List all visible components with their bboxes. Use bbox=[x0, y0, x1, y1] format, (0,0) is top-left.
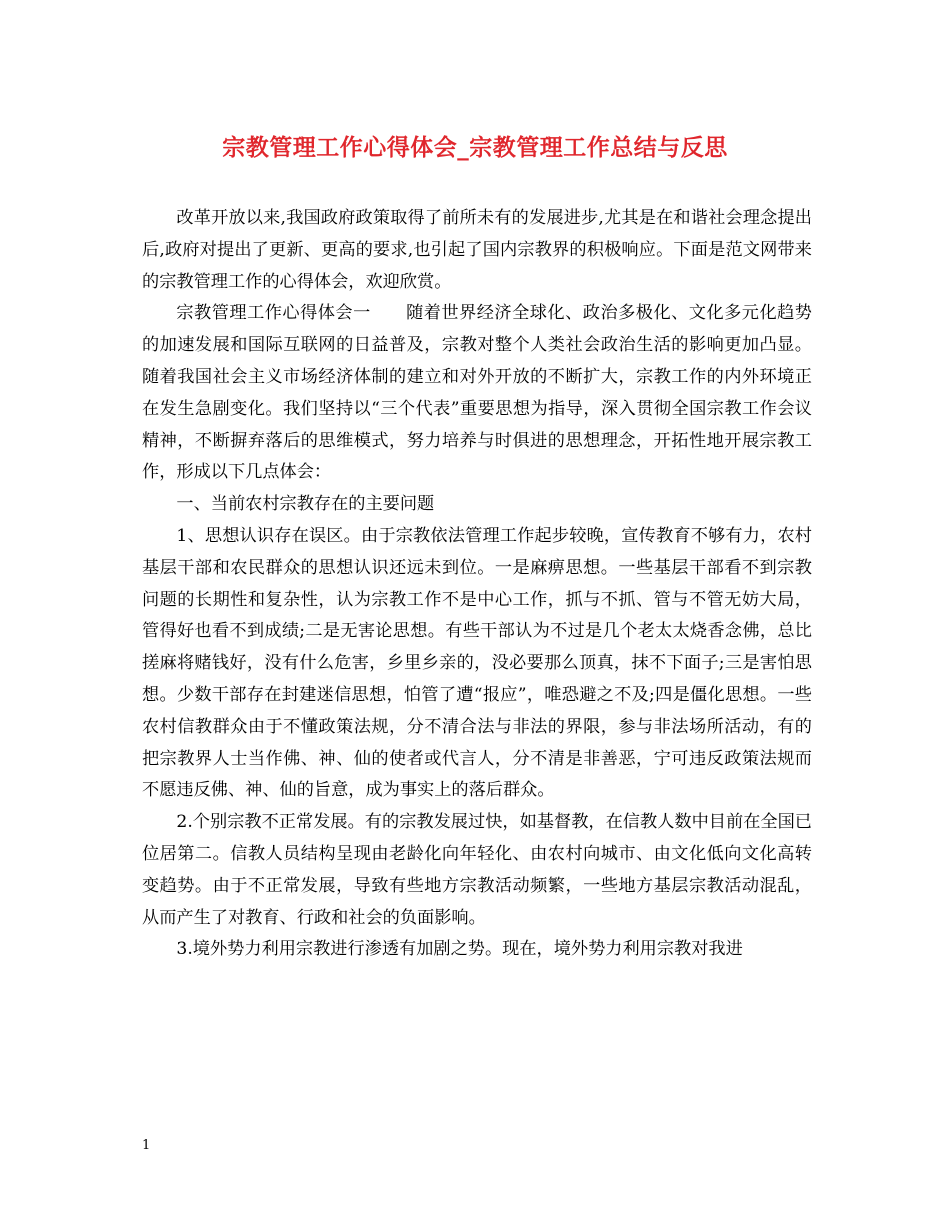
paragraph-item-2: 2.个别宗教不正常发展。有的宗教发展过快，如基督教，在信教人数中目前在全国已位居第二。信教人员结构呈现由老龄化向年轻化、由农村向城市、由文化低向文化高转变趋势。由于不正常发展，导致有些地方宗教活动频繁，一些地方基层宗教活动混乱，从而产生了对教育、行政和社会的负面影响。 bbox=[142, 812, 812, 928]
paragraph-experience-one: 宗教管理工作心得体会一 随着世界经济全球化、政治多极化、文化多元化趋势的加速发展和国际互联网的日益普及，宗教对整个人类社会政治生活的影响更加凸显。随着我国社会主义市场经济体制的建立和对外开放的不断扩大，宗教工作的内外环境正在发生急剧变化。我们坚持以“三个代表”重要思想为指导，深入贯彻全国宗教工作会议精神，不断摒弃落后的思维模式，努力培养与时俱进的思想理念，开拓性地开展宗教工作，形成以下几点体会： bbox=[142, 303, 812, 483]
paragraph-intro: 改革开放以来,我国政府政策取得了前所未有的发展进步,尤其是在和谐社会理念提出后,政府对提出了更新、更高的要求,也引起了国内宗教界的积极响应。下面是范文网带来的宗教管理工作的心得体会，欢迎欣赏。 bbox=[142, 208, 812, 292]
page-number: 1 bbox=[142, 1138, 151, 1153]
section-heading: 一、当前农村宗教存在的主要问题 bbox=[176, 494, 435, 515]
document-body bbox=[142, 203, 812, 966]
paragraph-item-1: 1、思想认识存在误区。由于宗教依法管理工作起步较晚，宣传教育不够有力，农村基层干部和农民群众的思想认识还远未到位。一是麻痹思想。一些基层干部看不到宗教问题的长期性和复杂性，认为宗教工作不是中心工作，抓与不抓、管与不管无妨大局，管得好也看不到成绩;二是无害论思想。有些干部认为不过是几个老太太烧香念佛，总比搓麻将赌钱好，没有什么危害，乡里乡亲的，没必要那么顶真，抹不下面子;三是害怕思想。少数干部存在封建迷信思想，怕管了遭“报应”，唯恐避之不及;四是僵化思想。一些农村信教群众由于不懂政策法规，分不清合法与非法的界限，参与非法场所活动，有的把宗教界人士当作佛、神、仙的使者或代言人，分不清是非善恶，宁可违反政策法规而不愿违反佛、神、仙的旨意，成为事实上的落后群众。 bbox=[142, 525, 812, 801]
document-title: 宗教管理工作心得体会_宗教管理工作总结与反思 bbox=[222, 134, 728, 161]
paragraph-item-3: 3.境外势力利用宗教进行渗透有加剧之势。现在，境外势力利用宗教对我进 bbox=[176, 939, 743, 960]
